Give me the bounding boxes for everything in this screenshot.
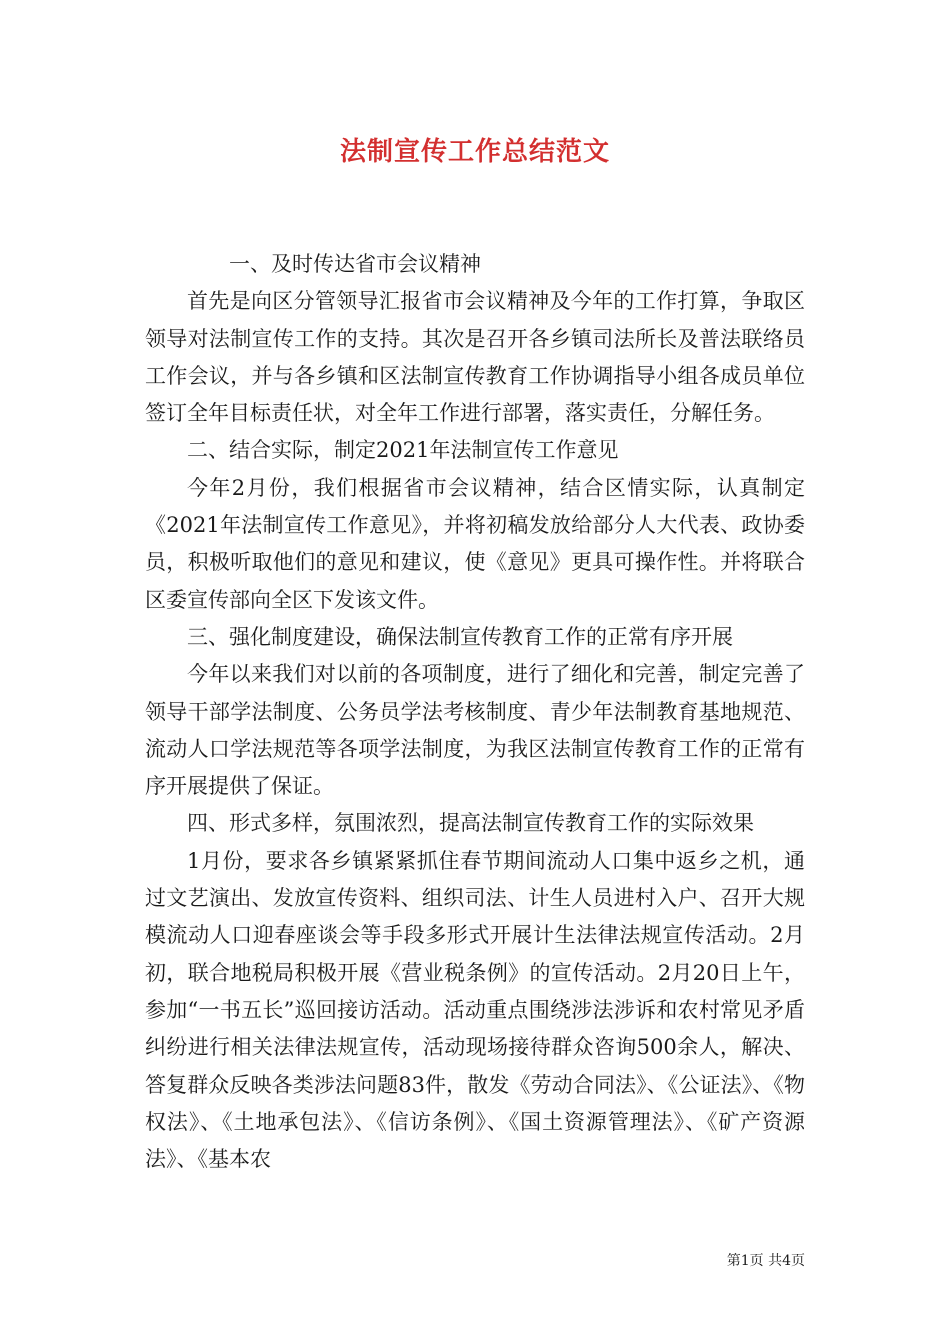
section-heading-4: 四、形式多样，氛围浓烈，提高法制宣传教育工作的实际效果 [187, 811, 754, 836]
paragraph-4: 1月份，要求各乡镇紧紧抓住春节期间流动人口集中返乡之机，通过文艺演出、发放宣传资料、组织司法、计生人员进村入户、召开大规模流动人口迎春座谈会等手段多形式开展计生法律法规宣传活动。2月初，联合地税局积极开展《营业税条例》的宣传活动。2月20日上午，参加“一书五长”巡回接访活动。活动重点围绕涉法涉诉和农村常见矛盾纠纷进行相关法律法规宣传，活动现场接待群众咨询500余人，解决、答复群众反映各类涉法问题83件，散发《劳动合同法》、《公证法》、《物权法》、《土地承包法》、《信访条例》、《国土资源管理法》、《矿产资源法》、《基本农 [145, 848, 805, 1172]
paragraph-3: 今年以来我们对以前的各项制度，进行了细化和完善，制定完善了领导干部学法制度、公务员学法考核制度、青少年法制教育基地规范、流动人口学法规范等各项学法制度，为我区法制宣传教育工作的正常有序开展提供了保证。 [145, 662, 805, 799]
document-body [145, 246, 805, 1178]
paragraph-1: 首先是向区分管领导汇报省市会议精神及今年的工作打算，争取区领导对法制宣传工作的支持。其次是召开各乡镇司法所长及普法联络员工作会议，并与各乡镇和区法制宣传教育工作协调指导小组各成员单位签订全年目标责任状，对全年工作进行部署，落实责任，分解任务。 [145, 289, 805, 426]
paragraph-2: 今年2月份，我们根据省市会议精神，结合区情实际，认真制定《2021年法制宣传工作意见》，并将初稿发放给部分人大代表、政协委员，积极听取他们的意见和建议，使《意见》更具可操作性。并将联合区委宣传部向全区下发该文件。 [145, 475, 805, 612]
document-title: 法制宣传工作总结范文 [339, 137, 610, 167]
section-heading-2: 二、结合实际，制定2021年法制宣传工作意见 [187, 438, 619, 463]
section-heading-1: 一、及时传达省市会议精神 [229, 252, 481, 276]
section-heading-3: 三、强化制度建设，确保法制宣传教育工作的正常有序开展 [187, 624, 733, 649]
page-number: 第1页 共4页 [726, 1253, 805, 1269]
